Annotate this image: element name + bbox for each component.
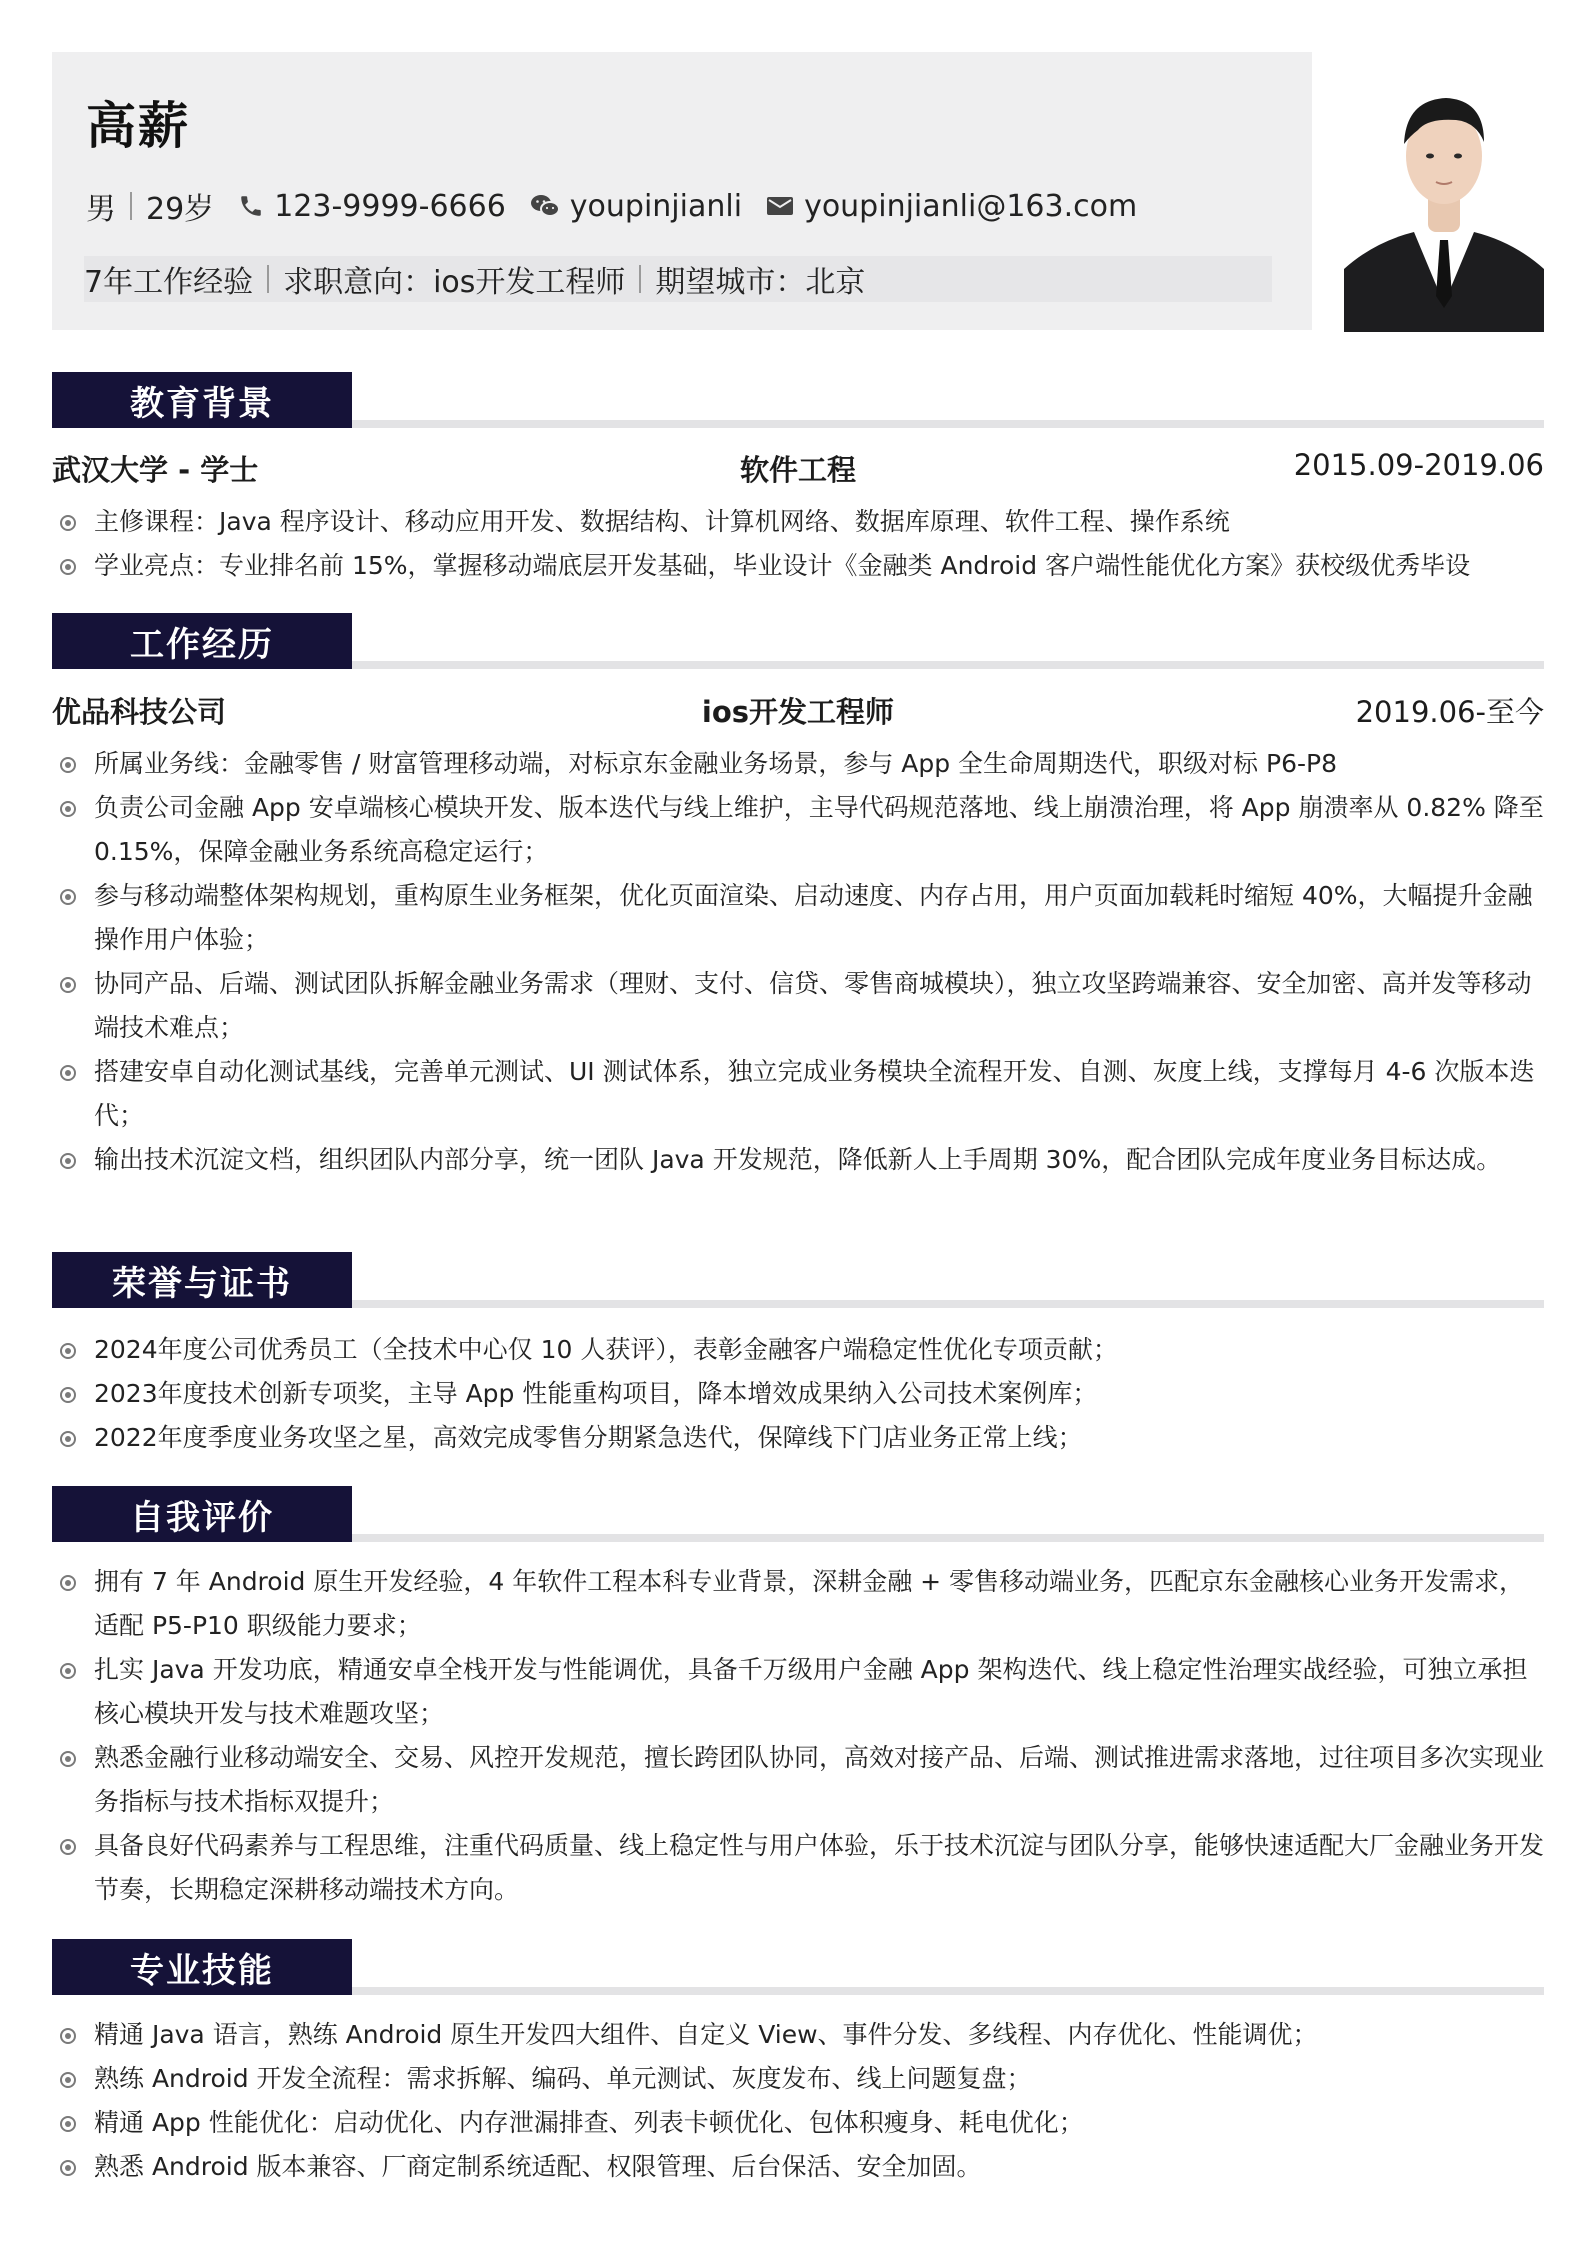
section-rule [352, 1300, 1544, 1308]
section-self-eval-header [52, 1486, 1544, 1544]
email-address: youpinjianli@163.com [804, 188, 1138, 224]
gender: 男 [86, 192, 116, 227]
list-item: 2024年度公司优秀员工（全技术中心仅 10 人获评），表彰金融客户端稳定性优化专项贡献； [60, 1328, 1544, 1372]
bullet-icon [60, 1343, 76, 1359]
section-rule [352, 1987, 1544, 1995]
education-period: 2015.09-2019.06 [1293, 448, 1544, 482]
section-rule [352, 1534, 1544, 1542]
work-entry [52, 690, 1544, 734]
list-item: 学业亮点：专业排名前 15%，掌握移动端底层开发基础，毕业设计《金融类 Android 客户端性能优化方案》获校级优秀毕设 [60, 544, 1544, 588]
expected-city: 期望城市：北京 [655, 265, 866, 300]
bullet-icon [60, 1153, 76, 1169]
list-item: 2023年度技术创新专项奖，主导 App 性能重构项目，降本增效成果纳入公司技术案例库； [60, 1372, 1544, 1416]
bullet-icon [60, 1387, 76, 1403]
age: 29岁 [146, 192, 215, 227]
list-item: 协同产品、后端、测试团队拆解金融业务需求（理财、支付、信贷、零售商城模块），独立攻坚跨端兼容、安全加密、高并发等移动端技术难点； [60, 962, 1544, 1050]
major: 软件工程 [739, 453, 856, 487]
bullet-icon [60, 515, 76, 531]
section-title: 教育背景 [52, 372, 352, 428]
section-education-header [52, 372, 1544, 430]
list-item: 具备良好代码素养与工程思维，注重代码质量、线上稳定性与用户体验，乐于技术沉淀与团队分享，能够快速适配大厂金融业务开发节奏，长期稳定深耕移动端技术方向。 [60, 1824, 1544, 1912]
experience-years: 7年工作经验 [84, 265, 254, 300]
job-meta-line [84, 256, 1272, 302]
bullet-icon [60, 2160, 76, 2176]
bullet-icon [60, 1663, 76, 1679]
email-icon [766, 195, 794, 217]
list-item: 精通 Java 语言，熟练 Android 原生开发四大组件、自定义 View、事件分发、多线程、内存优化、性能调优； [60, 2013, 1544, 2057]
school: 武汉大学 - 学士 [52, 453, 259, 487]
divider [639, 265, 641, 293]
wechat-id: youpinjianli [569, 188, 743, 224]
section-honors-header [52, 1252, 1544, 1310]
list-item: 熟悉 Android 版本兼容、厂商定制系统适配、权限管理、后台保活、安全加固。 [60, 2145, 1544, 2189]
skills-list [60, 2013, 1544, 2189]
list-item: 搭建安卓自动化测试基线，完善单元测试、UI 测试体系，独立完成业务模块全流程开发、自测、灰度上线，支撑每月 4-6 次版本迭代； [60, 1050, 1544, 1138]
list-item: 所属业务线：金融零售 / 财富管理移动端，对标京东金融业务场景，参与 App 全生命周期迭代，职级对标 P6-P8 [60, 742, 1544, 786]
bullet-icon [60, 801, 76, 817]
list-item: 熟悉金融行业移动端安全、交易、风控开发规范，擅长跨团队协同，高效对接产品、后端、测试推进需求落地，过往项目多次实现业务指标与技术指标双提升； [60, 1736, 1544, 1824]
divider [130, 192, 132, 220]
bullet-icon [60, 2072, 76, 2088]
section-work-header [52, 613, 1544, 671]
list-item: 参与移动端整体架构规划，重构原生业务框架，优化页面渲染、启动速度、内存占用，用户页面加载耗时缩短 40%，大幅提升金融操作用户体验； [60, 874, 1544, 962]
education-entry [52, 448, 1544, 492]
bullet-icon [60, 2116, 76, 2132]
work-details [60, 742, 1544, 1182]
section-title: 工作经历 [52, 613, 352, 669]
bullet-icon [60, 757, 76, 773]
company: 优品科技公司 [52, 695, 227, 729]
bullet-icon [60, 889, 76, 905]
phone-number: 123-9999-6666 [274, 188, 506, 224]
honors-list [60, 1328, 1544, 1460]
list-item: 熟练 Android 开发全流程：需求拆解、编码、单元测试、灰度发布、线上问题复盘； [60, 2057, 1544, 2101]
education-details [60, 500, 1544, 588]
section-title: 专业技能 [52, 1939, 352, 1995]
section-title: 自我评价 [52, 1486, 352, 1542]
job-intention: 求职意向：ios开发工程师 [283, 265, 626, 300]
divider [267, 265, 269, 293]
bullet-icon [60, 977, 76, 993]
work-period: 2019.06-至今 [1355, 695, 1544, 729]
bullet-icon [60, 1065, 76, 1081]
list-item: 扎实 Java 开发功底，精通安卓全栈开发与性能调优，具备千万级用户金融 App 架构迭代、线上稳定性治理实战经验，可独立承担核心模块开发与技术难题攻坚； [60, 1648, 1544, 1736]
section-rule [352, 420, 1544, 428]
bullet-icon [60, 1431, 76, 1447]
list-item: 主修课程：Java 程序设计、移动应用开发、数据结构、计算机网络、数据库原理、软件工程、操作系统 [60, 500, 1544, 544]
candidate-name: 高薪 [86, 97, 190, 155]
bullet-icon [60, 1751, 76, 1767]
list-item: 拥有 7 年 Android 原生开发经验，4 年软件工程本科专业背景，深耕金融 + 零售移动端业务，匹配京东金融核心业务开发需求，适配 P5-P10 职级能力要求； [60, 1560, 1544, 1648]
list-item: 2022年度季度业务攻坚之星，高效完成零售分期紧急迭代，保障线下门店业务正常上线； [60, 1416, 1544, 1460]
self-eval-list [60, 1560, 1544, 1912]
wechat-icon [530, 193, 560, 219]
bullet-icon [60, 2028, 76, 2044]
contact-line [86, 184, 1137, 228]
profile-photo [1344, 64, 1544, 332]
bullet-icon [60, 1575, 76, 1591]
section-rule [352, 661, 1544, 669]
phone-icon [238, 193, 264, 219]
bullet-icon [60, 559, 76, 575]
job-role: ios开发工程师 [701, 695, 895, 729]
list-item: 输出技术沉淀文档，组织团队内部分享，统一团队 Java 开发规范，降低新人上手周期 30%，配合团队完成年度业务目标达成。 [60, 1138, 1544, 1182]
list-item: 负责公司金融 App 安卓端核心模块开发、版本迭代与线上维护，主导代码规范落地、线上崩溃治理，将 App 崩溃率从 0.82% 降至 0.15%，保障金融业务系统高稳定运行； [60, 786, 1544, 874]
section-skills-header [52, 1939, 1544, 1997]
section-title: 荣誉与证书 [52, 1252, 352, 1308]
list-item: 精通 App 性能优化：启动优化、内存泄漏排查、列表卡顿优化、包体积瘦身、耗电优化； [60, 2101, 1544, 2145]
bullet-icon [60, 1839, 76, 1855]
